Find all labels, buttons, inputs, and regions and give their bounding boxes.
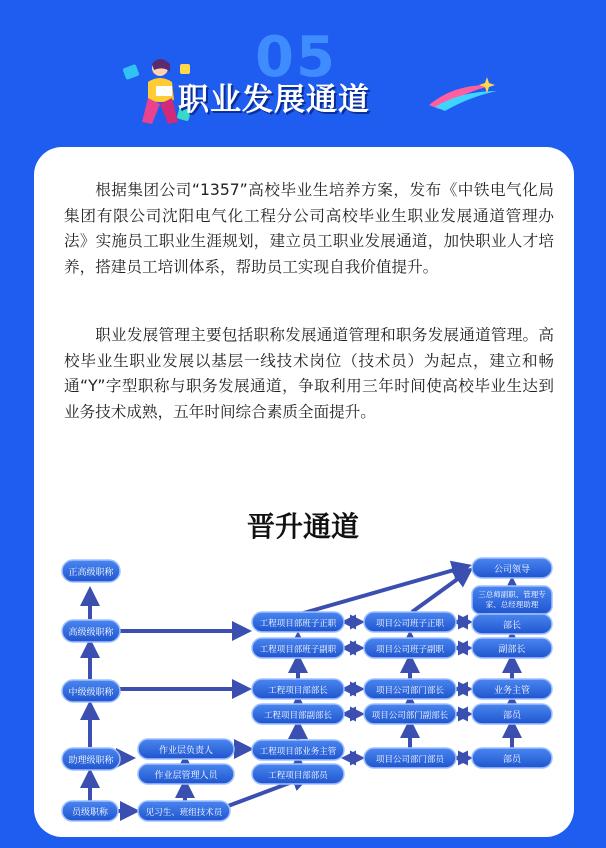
node-member bbox=[62, 801, 118, 821]
node-high bbox=[62, 620, 120, 642]
svg-text:员级职称: 员级职称 bbox=[71, 808, 109, 818]
management-paragraph: 职业发展管理主要包括职称发展通道管理和职务发展通道管理。高校毕业生职业发展以基层一线技术岗位（技术员）为起点，建立和畅通“Y”字型职称与职务发展通道，争取利用三年时间使高校毕业生达到业务技术成熟，五年时间综合素质全面提升。 bbox=[64, 326, 554, 421]
svg-text:项目公司班子副职: 项目公司班子副职 bbox=[375, 645, 445, 655]
svg-text:项目公司部门部长: 项目公司部门部长 bbox=[375, 686, 445, 696]
svg-text:工程项目部部长: 工程项目部部长 bbox=[268, 686, 328, 696]
svg-text:工程项目部部员: 工程项目部部员 bbox=[268, 771, 328, 781]
node-opmgr bbox=[138, 764, 234, 784]
svg-text:工程项目部副部长: 工程项目部副部长 bbox=[263, 711, 333, 721]
svg-text:项目公司部门副部长: 项目公司部门副部长 bbox=[371, 711, 449, 721]
node-pc-vhead bbox=[364, 704, 456, 724]
page-title: 职业发展通道 bbox=[178, 81, 370, 118]
node-co-staff bbox=[472, 704, 552, 724]
svg-text:工程项目部班子正职: 工程项目部班子正职 bbox=[259, 619, 337, 629]
svg-text:部长: 部长 bbox=[502, 621, 522, 631]
diagram-title: 晋升通道 bbox=[246, 510, 359, 543]
svg-text:项目公司部门部员: 项目公司部门部员 bbox=[375, 755, 445, 765]
svg-text:中级级职称: 中级级职称 bbox=[68, 688, 114, 698]
intro-paragraph: 根据集团公司“1357”高校毕业生培养方案，发布《中铁电气化局集团有限公司沈阳电气化工程分公司高校毕业生职业发展通道管理办法》实施员工职业生涯规划，建立员工职业发展通道，加快职业人才培养，搭建员工培训体系，帮助员工实现自我价值提升。 bbox=[64, 181, 554, 276]
node-pj-head bbox=[252, 679, 344, 699]
node-pj-biz bbox=[252, 740, 344, 760]
node-co-head bbox=[472, 614, 552, 634]
svg-text:作业层负责人: 作业层负责人 bbox=[158, 746, 214, 756]
node-pj-main bbox=[252, 612, 344, 632]
node-pj-staff bbox=[252, 764, 344, 784]
node-co-vhead bbox=[472, 638, 552, 658]
svg-text:业务主管: 业务主管 bbox=[493, 686, 531, 696]
node-senior bbox=[62, 560, 120, 582]
svg-text:副部长: 副部长 bbox=[498, 645, 526, 655]
svg-text:工程项目部班子副职: 工程项目部班子副职 bbox=[259, 645, 337, 655]
node-co-lead bbox=[472, 558, 552, 578]
node-pc-staff bbox=[364, 748, 456, 768]
svg-text:工程项目部业务主管: 工程项目部业务主管 bbox=[259, 747, 337, 757]
node-pc-vice bbox=[364, 638, 456, 658]
node-co-biz bbox=[472, 679, 552, 699]
svg-text:助理级职称: 助理级职称 bbox=[68, 756, 114, 766]
svg-text:部员: 部员 bbox=[502, 711, 522, 721]
svg-text:正高级职称: 正高级职称 bbox=[68, 568, 114, 578]
node-pj-vice bbox=[252, 638, 344, 658]
svg-text:高级级职称: 高级级职称 bbox=[68, 628, 114, 638]
arrow-pcmain-to-colead bbox=[412, 570, 470, 612]
svg-text:公司领导: 公司领导 bbox=[493, 565, 531, 575]
node-pc-head bbox=[364, 679, 456, 699]
node-co-staff-2 bbox=[472, 748, 552, 768]
section-number: 05 bbox=[255, 25, 337, 90]
svg-text:见习生、班组技术员: 见习生、班组技术员 bbox=[145, 808, 223, 818]
node-mid bbox=[62, 680, 120, 702]
svg-text:部员: 部员 bbox=[502, 755, 522, 765]
node-oplead bbox=[138, 739, 234, 759]
node-assist bbox=[62, 748, 120, 770]
node-pc-main bbox=[364, 612, 456, 632]
node-co-exec: 三总师副职、管理专家、总经理助理 bbox=[472, 586, 552, 614]
svg-text:项目公司班子正职: 项目公司班子正职 bbox=[375, 619, 445, 629]
node-intern bbox=[138, 801, 230, 821]
svg-text:作业层管理人员: 作业层管理人员 bbox=[154, 771, 218, 781]
node-pj-vhead bbox=[252, 704, 344, 724]
